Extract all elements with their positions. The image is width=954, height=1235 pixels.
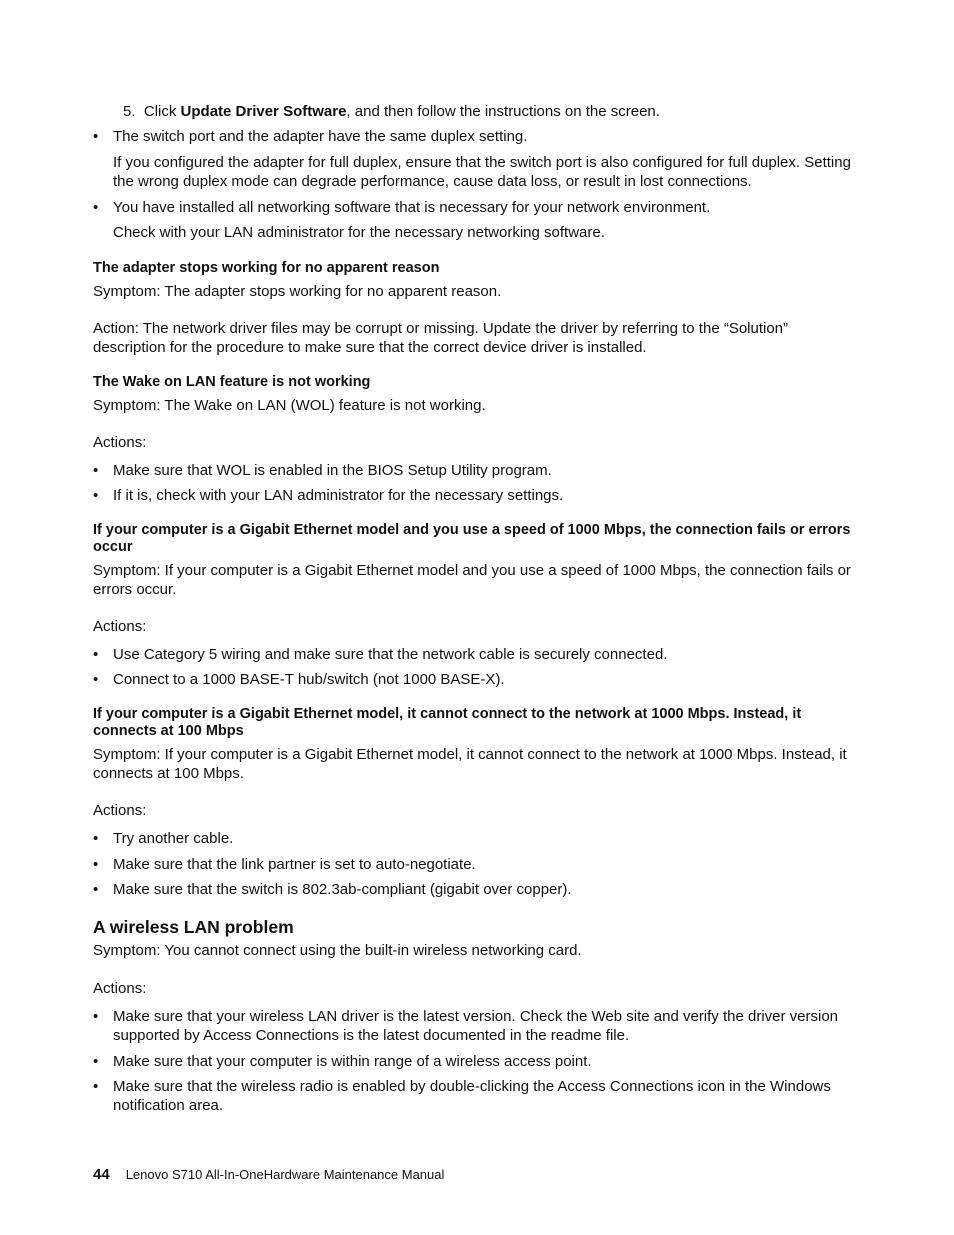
list-item: • Use Category 5 wiring and make sure that the network cable is securely connected. [93, 646, 668, 663]
symptom-text: Symptom: If your computer is a Gigabit Ethernet model and you use a speed of 1000 Mbps, the connection fails or errors occur. [93, 562, 851, 598]
section-heading: If your computer is a Gigabit Ethernet model, it cannot connect to the network at 1000 Mbps. Instead, it connects at 100 Mbps [93, 706, 802, 739]
list-item: • If it is, check with your LAN administrator for the necessary settings. [93, 487, 564, 504]
symptom-text: Symptom: If your computer is a Gigabit Ethernet model, it cannot connect to the network at 1000 Mbps. Instead, it connects at 100 Mbps. [93, 746, 847, 782]
symptom-text: Symptom: The Wake on LAN (WOL) feature is not working. [93, 397, 486, 414]
list-item-detail: If you configured the adapter for full duplex, ensure that the switch port is also configured for full duplex. Setting the wrong duplex mode can degrade performance, cause data loss, or result in lost connections. [113, 154, 851, 190]
list-item: • You have installed all networking software that is necessary for your network environment. [93, 199, 711, 216]
document-page [93, 100, 853, 1115]
symptom-text: Symptom: You cannot connect using the built-in wireless networking card. [93, 942, 582, 959]
list-item: • The switch port and the adapter have the same duplex setting. [93, 128, 528, 145]
page-footer [93, 1166, 444, 1183]
list-item: • Try another cable. [93, 830, 234, 847]
list-item: • Make sure that the link partner is set to auto-negotiate. [93, 856, 476, 873]
section-heading: If your computer is a Gigabit Ethernet model and you use a speed of 1000 Mbps, the connection fails or errors occur [93, 522, 851, 555]
section-title: A wireless LAN problem [93, 917, 294, 937]
list-item: • Make sure that your wireless LAN driver is the latest version. Check the Web site and verify the driver version supported by Access Connections is the latest documented in the readme file. [93, 1008, 839, 1044]
list-item: • Make sure that the switch is 802.3ab-compliant (gigabit over copper). [93, 881, 572, 898]
list-item: • Make sure that the wireless radio is enabled by double-clicking the Access Connections icon in the Windows notification area. [93, 1078, 831, 1114]
list-item-detail: Check with your LAN administrator for the necessary networking software. [113, 224, 605, 241]
actions-label: Actions: [93, 802, 147, 819]
step-5: 5. Click Update Driver Software, and then follow the instructions on the screen. [123, 103, 660, 120]
section-heading: The Wake on LAN feature is not working [93, 374, 371, 390]
list-item: • Make sure that WOL is enabled in the BIOS Setup Utility program. [93, 462, 552, 479]
list-item: • Make sure that your computer is within range of a wireless access point. [93, 1053, 592, 1070]
page-number: 44 [93, 1166, 110, 1183]
section-heading: The adapter stops working for no apparent reason [93, 260, 440, 276]
symptom-text: Symptom: The adapter stops working for no apparent reason. [93, 283, 502, 300]
actions-label: Actions: [93, 980, 147, 997]
actions-label: Actions: [93, 434, 147, 451]
actions-label: Actions: [93, 618, 147, 635]
footer-title: Lenovo S710 All-In-OneHardware Maintenance Manual [125, 1167, 445, 1182]
action-text: Action: The network driver files may be corrupt or missing. Update the driver by referring to the “Solution” description for the procedure to make sure that the correct device driver is installed. [93, 320, 789, 356]
list-item: • Connect to a 1000 BASE-T hub/switch (not 1000 BASE-X). [93, 671, 505, 688]
